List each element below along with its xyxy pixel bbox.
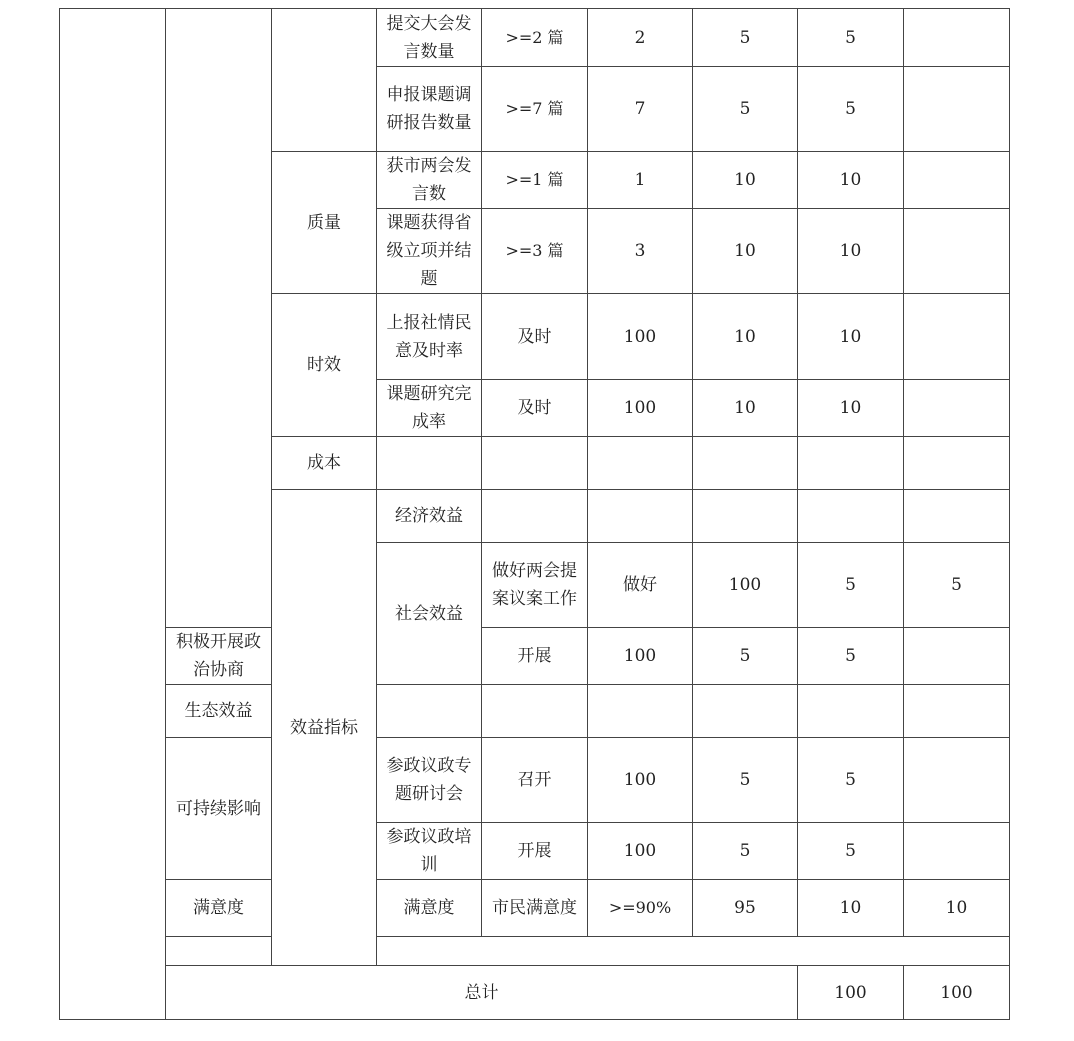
score-cell: 5 [798,823,904,880]
second-level-cell: 满意度 [166,880,272,937]
third-level-cell: 成本 [272,437,377,490]
second-level-cell: 效益指标 [272,490,377,966]
remark-cell [904,628,1010,685]
indicator-cell: 积极开展政治协商 [166,628,272,685]
remark-cell [904,380,1010,437]
actual-cell [588,685,693,738]
indicator-cell: 参政议政专题研讨会 [377,738,482,823]
target-cell: 做好 [588,543,693,628]
score-cell [904,490,1010,543]
remark-cell [904,152,1010,209]
actual-cell: 1 [588,152,693,209]
third-level-cell: 生态效益 [166,685,272,738]
score-cell [798,437,904,490]
weight-cell [798,490,904,543]
actual-cell: 7 [588,67,693,152]
weight-cell: 5 [693,628,798,685]
table-row [60,880,1010,937]
remark-cell [904,209,1010,294]
table-row [60,9,1010,67]
weight-cell: 5 [693,67,798,152]
weight-cell: 10 [798,880,904,937]
actual-cell [588,437,693,490]
score-cell: 5 [798,628,904,685]
score-cell: 10 [904,880,1010,937]
actual-cell: 95 [693,880,798,937]
table-row [60,628,1010,685]
indicator-cell: 获市两会发言数 [377,152,482,209]
score-cell: 10 [798,209,904,294]
remark-cell [904,67,1010,152]
third-level-cell [272,9,377,152]
target-cell: >=3 篇 [482,209,588,294]
target-cell [482,685,588,738]
score-cell: 5 [798,9,904,67]
indicator-cell: 课题获得省级立项并结题 [377,209,482,294]
third-level-cell: 社会效益 [377,543,482,685]
remark-cell [904,294,1010,380]
weight-cell [693,437,798,490]
remark-cell [904,437,1010,490]
actual-cell: 100 [588,380,693,437]
actual-cell: 100 [588,628,693,685]
third-level-cell: 经济效益 [377,490,482,543]
weight-cell: 10 [693,380,798,437]
third-level-cell: 时效 [272,294,377,437]
score-cell: 10 [798,380,904,437]
empty-row-cell [166,937,1010,966]
indicator-cell: 参政议政培训 [377,823,482,880]
target-cell: >=1 篇 [482,152,588,209]
total-weight: 100 [798,966,904,1020]
indicator-cell: 市民满意度 [482,880,588,937]
score-cell: 10 [798,152,904,209]
weight-cell: 10 [693,152,798,209]
indicator-cell: 做好两会提案议案工作 [482,543,588,628]
weight-cell [693,685,798,738]
actual-cell: 100 [588,823,693,880]
score-cell: 5 [904,543,1010,628]
second-level-cell [166,9,272,628]
actual-cell [693,490,798,543]
target-cell: 及时 [482,294,588,380]
actual-cell: 100 [588,738,693,823]
score-cell: 5 [798,67,904,152]
performance-table [59,8,1010,1020]
remark-cell [904,9,1010,67]
weight-cell: 5 [693,9,798,67]
indicator-cell: 提交大会发言数量 [377,9,482,67]
target-cell [482,437,588,490]
total-label: 总计 [166,966,798,1020]
first-level-cell [60,9,166,1020]
actual-cell: 100 [588,294,693,380]
indicator-cell: 课题研究完成率 [377,380,482,437]
weight-cell: 10 [693,209,798,294]
weight-cell: 5 [693,823,798,880]
weight-cell: 10 [693,294,798,380]
third-level-cell: 可持续影响 [166,738,272,880]
target-cell: 及时 [482,380,588,437]
third-level-cell: 满意度 [377,880,482,937]
target-cell: 开展 [482,823,588,880]
total-score: 100 [904,966,1010,1020]
indicator-cell: 上报社情民意及时率 [377,294,482,380]
table-row [60,685,1010,738]
target-cell: 召开 [482,738,588,823]
remark-cell [904,823,1010,880]
third-level-cell: 质量 [272,152,377,294]
score-cell: 10 [798,294,904,380]
target-cell: 开展 [482,628,588,685]
target-cell: >=90% [588,880,693,937]
table-row [60,738,1010,823]
indicator-cell: 申报课题调研报告数量 [377,67,482,152]
total-row [60,966,1010,1020]
table-row [60,937,1010,966]
actual-cell: 100 [693,543,798,628]
score-cell: 5 [798,738,904,823]
weight-cell: 5 [693,738,798,823]
target-cell: >=2 篇 [482,9,588,67]
remark-cell [904,685,1010,738]
indicator-cell [377,685,482,738]
indicator-cell [377,437,482,490]
remark-cell [904,738,1010,823]
actual-cell: 3 [588,209,693,294]
actual-cell: 2 [588,9,693,67]
weight-cell: 5 [798,543,904,628]
indicator-cell [482,490,588,543]
score-cell [798,685,904,738]
target-cell [588,490,693,543]
target-cell: >=7 篇 [482,67,588,152]
